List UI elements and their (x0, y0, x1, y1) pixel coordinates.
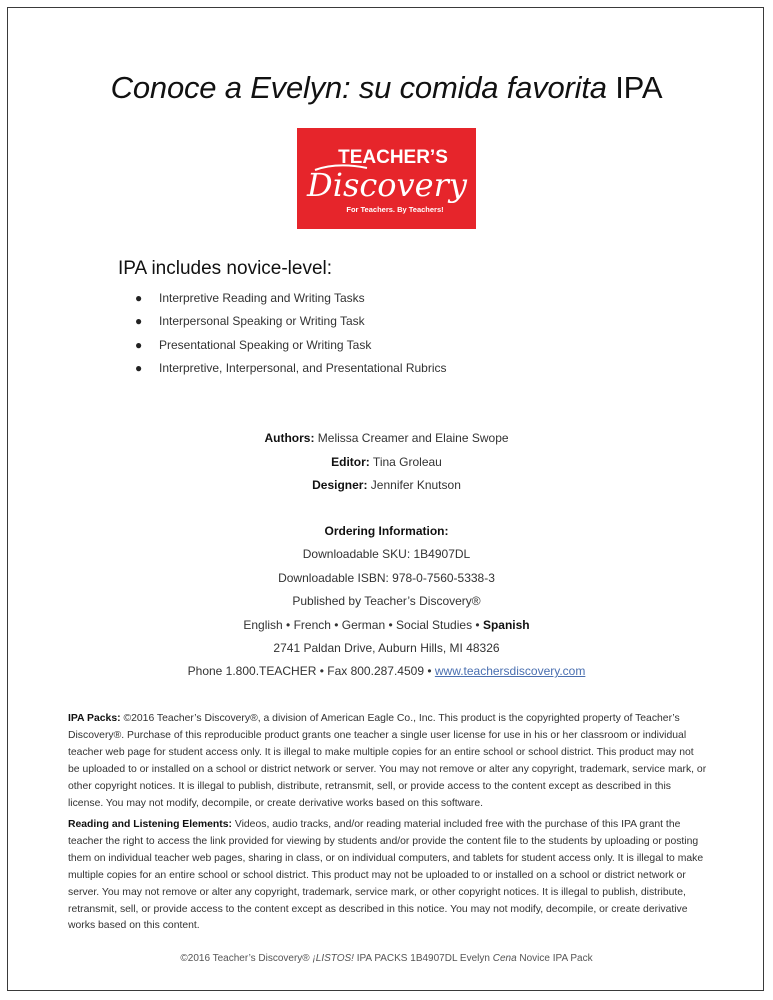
list-item: ● Interpretive, Interpersonal, and Presentational Rubrics (135, 360, 447, 375)
website-link[interactable]: www.teachersdiscovery.com (434, 664, 586, 679)
bullet-icon: ● (135, 360, 143, 375)
ipa-packs-notice: IPA Packs: ©2016 Teacher’s Discovery®, a division of American Eagle Co., Inc. This product is the copyrighted property of Teacher’s Discovery®. Purchase of this reproducible product grants one teacher a single user license for use in his or her classroom or individual teacher web page for student access only. It is illegal to make multiple copies for an entire school or school district. This product may not be uploaded to or installed on a school or district network or server. You may not remove or alter any copyright, trademark, service mark, or other copyright notices. It is illegal to publish, distribute, retransmit, sell, or provide access to the content except as described in this license. You may not modify, decompile, or create derivative works based on this software. (68, 713, 707, 809)
logo-line2: Discovery (307, 166, 467, 204)
bullet-icon: ● (135, 291, 143, 305)
ordering-block (0, 522, 773, 686)
publisher-line: Published by Teacher’s Discovery® (292, 594, 481, 609)
teachers-discovery-logo (297, 128, 476, 229)
sku-line: Downloadable SKU: 1B4907DL (302, 547, 471, 562)
editor-line: Editor: Tina Groleau (331, 454, 442, 469)
page-footer: ©2016 Teacher’s Discovery® ¡LISTOS! IPA PACKS 1B4907DL Evelyn Cena Novice IPA Pack (180, 953, 593, 964)
logo-line1: TEACHER’S (338, 147, 448, 168)
bullet-icon: ● (135, 337, 143, 352)
includes-list (131, 289, 447, 382)
isbn-line: Downloadable ISBN: 978-0-7560-5338-3 (278, 570, 495, 585)
title-italic: Conoce a Evelyn: su comida favorita (110, 70, 607, 105)
reading-listening-notice: Reading and Listening Elements: Videos, audio tracks, and/or reading material included free with the purchase of this IPA grant the teacher the right to access the link provided for viewing by students and/or provide the content file to the students by uploading or posting them on individual teacher web pages, sharing in class, or on individual computers, and tablets for student access only. It is illegal to make multiple copies for an entire school or school district. This product may not be uploaded to or installed on a school or district network or server. You may not remove or alter any copyright, trademark, service mark, or other copyright notices. It is illegal to publish, distribute, retransmit, sell, or provide access to the content except as described in this notice. You may not modify, decompile, or create derivative works based on this content. (68, 819, 704, 932)
includes-heading: IPA includes novice-level: (118, 258, 333, 279)
subjects-line: English • French • German • Social Studies • Spanish (243, 617, 530, 632)
address-line: 2741 Paldan Drive, Auburn Hills, MI 48326 (273, 640, 500, 655)
title-suffix: IPA (606, 70, 663, 105)
contact-line: Phone 1.800.TEACHER • Fax 800.287.4509 • www.teachersdiscovery.com (187, 664, 586, 679)
bullet-icon: ● (135, 314, 143, 329)
authors-line: Authors: Melissa Creamer and Elaine Swope (264, 431, 509, 445)
list-item: ● Interpersonal Speaking or Writing Task (135, 314, 365, 329)
page-title (0, 70, 773, 106)
ordering-heading: Ordering Information: (324, 524, 449, 538)
list-item: ● Interpretive Reading and Writing Tasks (135, 291, 365, 305)
credits-block (0, 429, 773, 500)
designer-line: Designer: Jennifer Knutson (312, 478, 461, 492)
list-item: ● Presentational Speaking or Writing Task (135, 337, 372, 352)
logo-tagline: For Teachers. By Teachers! (346, 205, 444, 214)
